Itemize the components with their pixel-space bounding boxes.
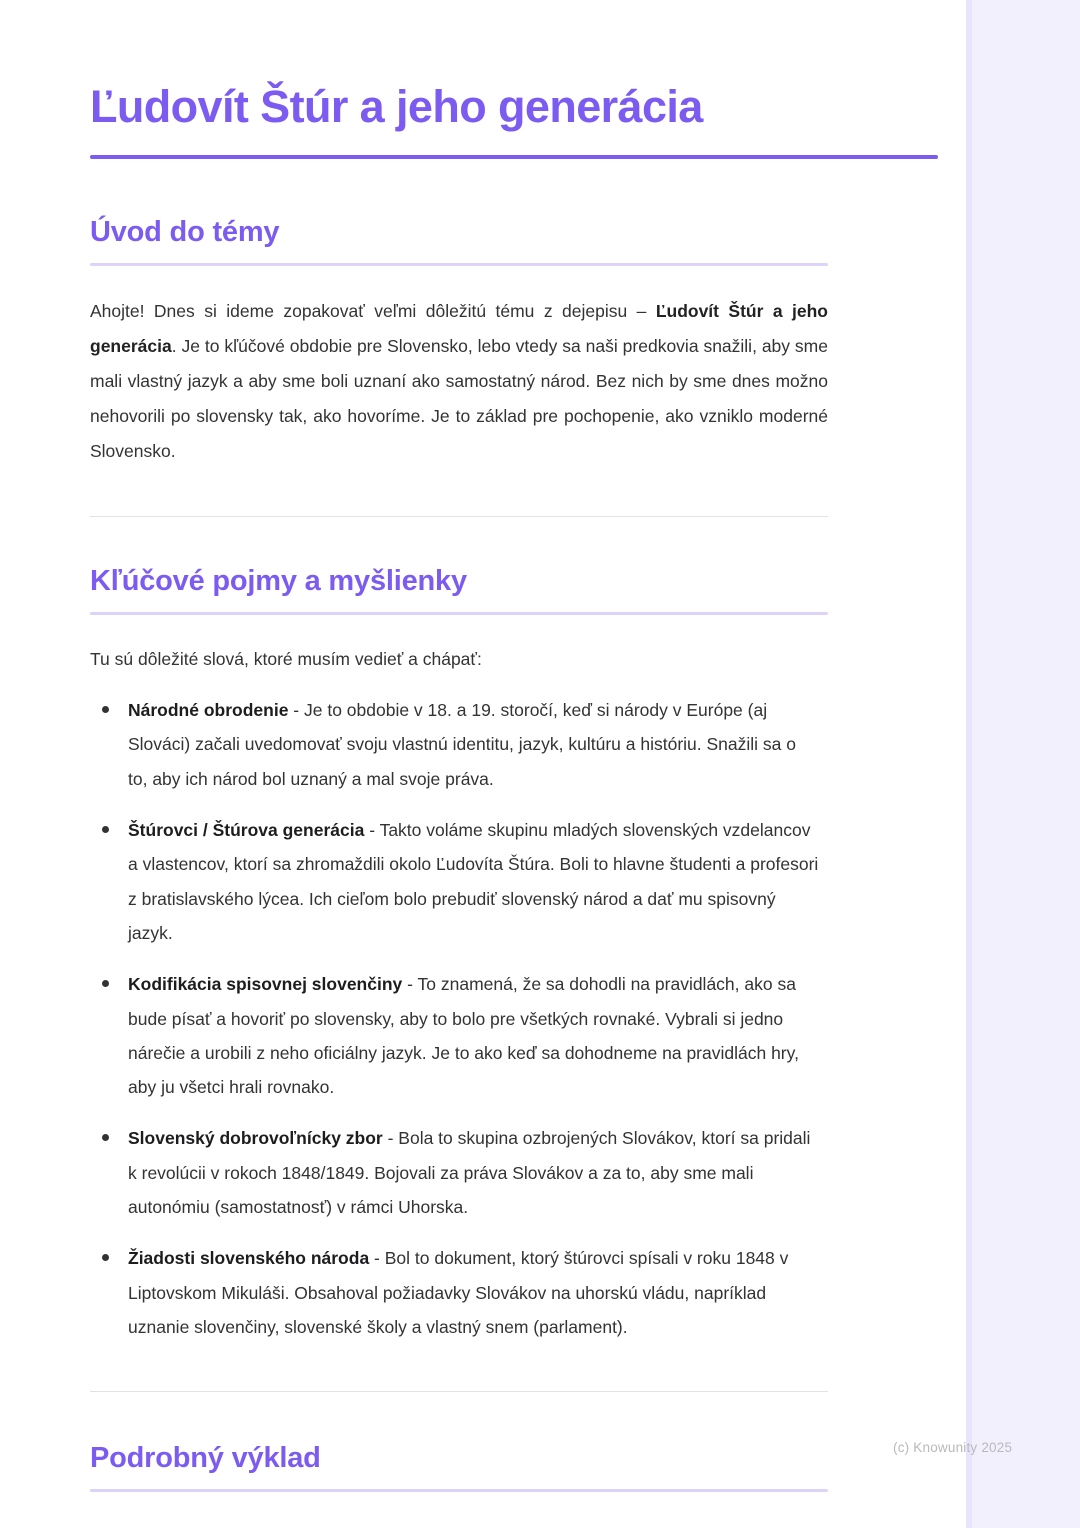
intro-paragraph (90, 294, 828, 469)
section-key-terms (90, 565, 850, 1392)
list-item-term: Národné obrodenie (128, 700, 289, 721)
list-item-term: Kodifikácia spisovnej slovenčiny (128, 974, 403, 995)
section-intro (90, 216, 850, 517)
list-item-text: - To znamená, že sa dohodli na pravidlách, ako sa bude písať a hovoriť po slovensky, aby to bolo pre všetkých rovnaké. Vybrali si jedno nárečie a urobili z neho oficiálny jazyk. Je to ako keď sa dohodneme na pravidlách hry, aby ju všetci hrali rovnako. (128, 974, 799, 1098)
list-item-term: Žiadosti slovenského národa (128, 1248, 370, 1269)
intro-text-bold: Ľudovít Štúr a jeho generácia (90, 301, 828, 357)
key-terms-list (90, 693, 820, 1344)
copyright-watermark: (c) Knowunity 2025 (893, 1440, 1013, 1455)
list-item-text: - Je to obdobie v 18. a 19. storočí, keď si národy v Európe (aj Slováci) začali uvedomovať svoju vlastnú identitu, jazyk, kultúru a históriu. Snažili sa o to, aby ich národ bol uznaný a mal svoje práva. (128, 700, 796, 789)
list-item (90, 693, 820, 796)
list-item-text: - Bol to dokument, ktorý štúrovci spísali v roku 1848 v Liptovskom Mikuláši. Obsahoval požiadavky Slovákov na uhorskú vládu, napríklad uznanie slovenčiny, slovenské školy a vlastný snem (parlament). (128, 1248, 789, 1337)
document-content (90, 0, 850, 1492)
section-detailed-explanation (90, 1442, 850, 1492)
list-item (90, 967, 820, 1104)
section-underline (90, 612, 828, 615)
intro-text-2: . Je to kľúčové obdobie pre Slovensko, lebo vtedy sa naši predkovia snažili, aby sme mali vlastný jazyk a aby sme boli uznaní ako samostatný národ. Bez nich by sme dnes možno nehovorili po slovensky tak, ako hovoríme. Je to základ pre pochopenie, ako vzniklo moderné Slovensko. (90, 336, 828, 462)
section-heading-detailed-explanation: Podrobný výklad (90, 1442, 321, 1475)
section-heading-intro: Úvod do témy (90, 216, 280, 249)
page-title: Ľudovít Štúr a jeho generácia (90, 81, 703, 132)
page-right-margin (972, 0, 1080, 1528)
list-item-term: Slovenský dobrovoľnícky zbor (128, 1128, 383, 1149)
section-heading-key-terms: Kľúčové pojmy a myšlienky (90, 565, 467, 598)
intro-text-1: Ahojte! Dnes si ideme zopakovať veľmi dôležitú tému z dejepisu – (90, 301, 656, 322)
key-terms-lead: Tu sú dôležité slová, ktoré musím vedieť a chápať: (90, 649, 482, 670)
title-underline (90, 155, 938, 159)
section-divider (90, 516, 828, 517)
list-item-text: - Bola to skupina ozbrojených Slovákov, ktorí sa pridali k revolúcii v rokoch 1848/1849. Bojovali za práva Slovákov a za to, aby sme mali autonómiu (samostatnosť) v rámci Uhorska. (128, 1128, 811, 1217)
list-item (90, 1121, 820, 1224)
list-item (90, 1241, 820, 1344)
list-item-term: Štúrovci / Štúrova generácia (128, 820, 365, 841)
section-underline (90, 263, 828, 266)
list-item (90, 813, 820, 950)
section-divider (90, 1391, 828, 1392)
section-underline (90, 1489, 828, 1492)
list-item-text: - Takto voláme skupinu mladých slovenských vzdelancov a vlastencov, ktorí sa zhromaždili okolo Ľudovíta Štúra. Boli to hlavne študenti a profesori z bratislavského lýcea. Ich cieľom bolo prebudiť slovenský národ a dať mu spisovný jazyk. (128, 820, 819, 943)
